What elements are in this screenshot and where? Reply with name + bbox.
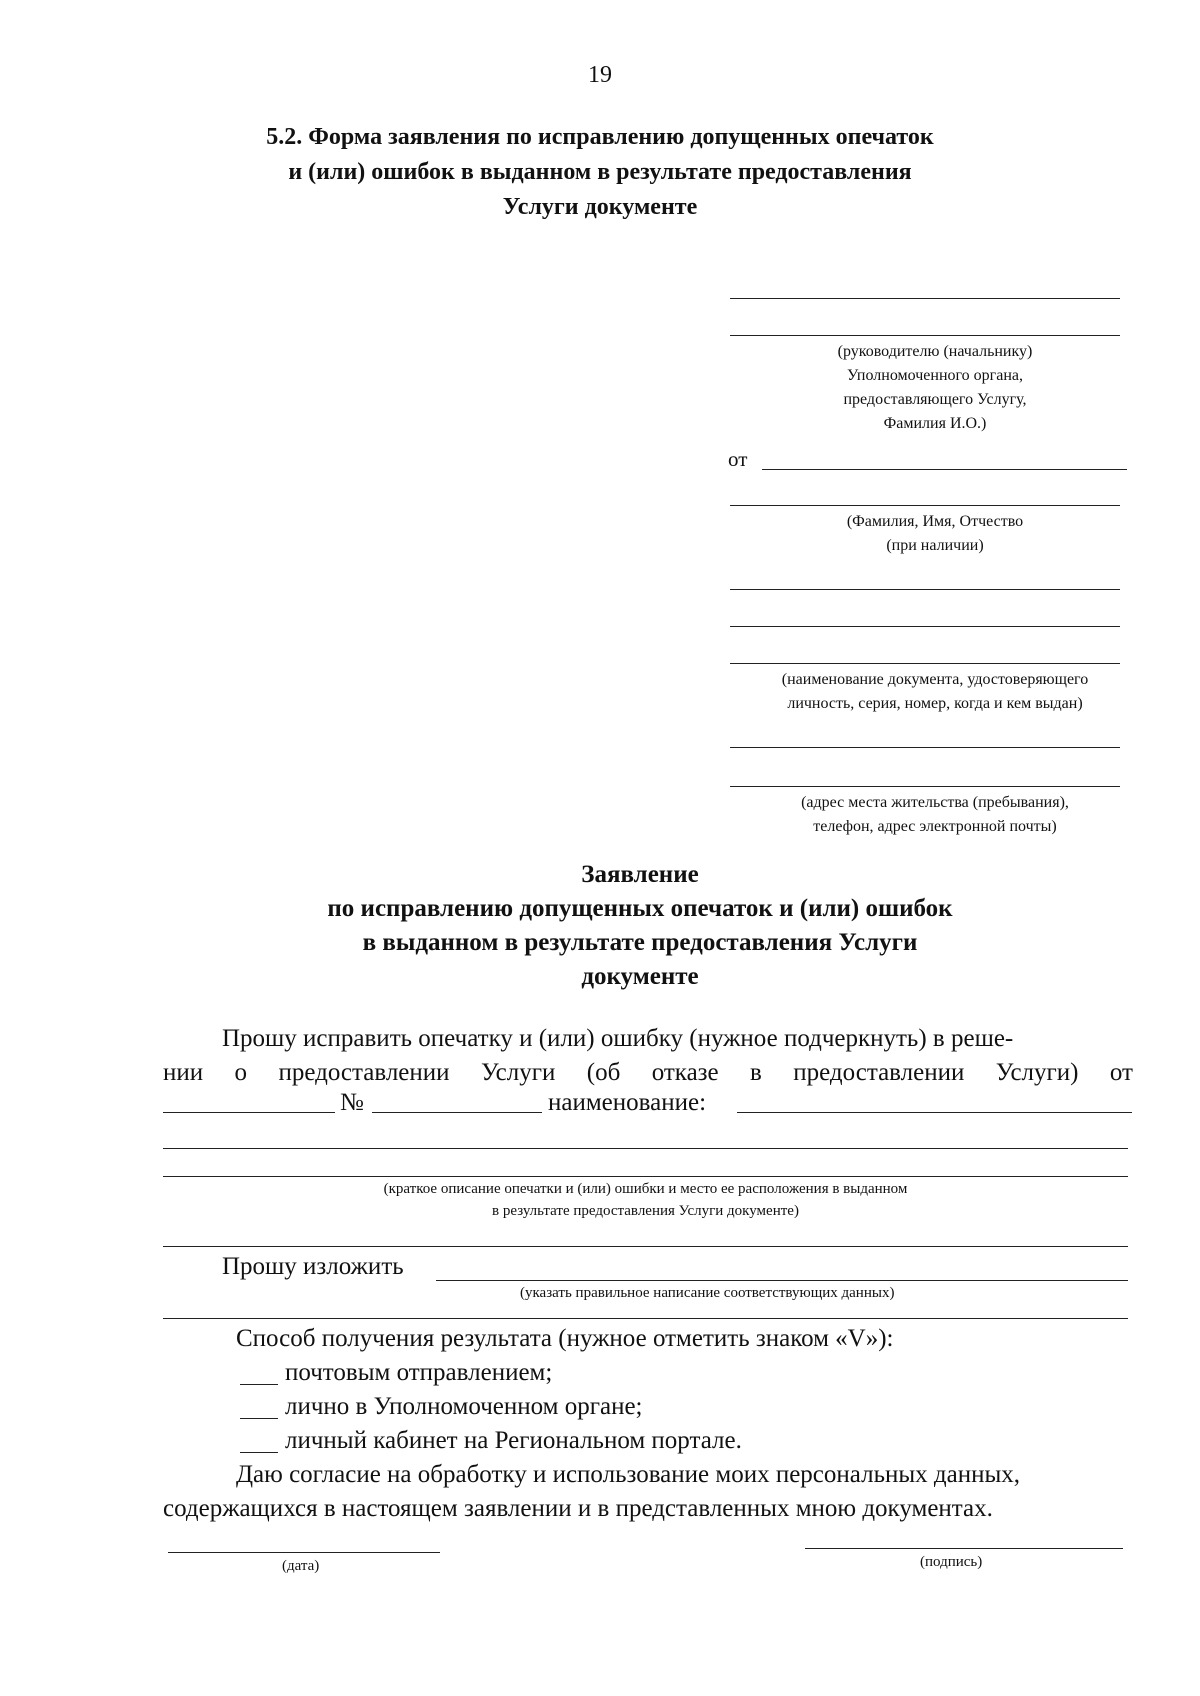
request-line-1: Прошу исправить опечатку и (или) ошибку (нужное подчеркнуть) в реше-	[222, 1025, 1014, 1052]
form-heading-line-1: 5.2. Форма заявления по исправлению допущенных опечаток	[266, 124, 934, 150]
from-field-line-2[interactable]	[730, 505, 1120, 506]
form-heading-line-2: и (или) ошибок в выданном в результате предоставления	[288, 159, 912, 185]
delivery-portal-checkbox[interactable]	[240, 1452, 278, 1453]
delivery-intro: Способ получения результата (нужное отметить знаком «V»):	[236, 1325, 894, 1352]
error-description-line-2[interactable]	[163, 1176, 1128, 1177]
document-name-field[interactable]	[737, 1112, 1132, 1113]
address-caption	[740, 791, 1130, 839]
identity-doc-caption-line-1: (наименование документа, удостоверяющего	[781, 671, 1089, 688]
statement-title-line-2: по исправлению допущенных опечаток и (или) ошибок	[327, 895, 953, 922]
error-description-line-1[interactable]	[163, 1148, 1128, 1149]
address-caption-line-1: (адрес места жительства (пребывания),	[801, 794, 1069, 811]
date-caption: (дата)	[282, 1558, 320, 1574]
delivery-in-person-checkbox[interactable]	[240, 1418, 278, 1419]
statement-title	[150, 858, 1130, 994]
error-description-caption-line-2: в результате предоставления Услуги документе)	[492, 1203, 799, 1219]
identity-doc-field-line-3[interactable]	[730, 663, 1120, 664]
consent-line-2: содержащихся в настоящем заявлении и в представленных мною документах.	[163, 1495, 993, 1522]
address-field-line-1[interactable]	[730, 747, 1120, 748]
error-description-caption-line-1: (краткое описание опечатки и (или) ошибки и место ее расположения в выданном	[383, 1181, 908, 1197]
correction-field[interactable]	[436, 1280, 1128, 1281]
addressee-caption-line-3: предоставляющего Услугу,	[843, 391, 1027, 408]
address-caption-line-2: телефон, адрес электронной почты)	[813, 818, 1057, 835]
from-field-line[interactable]	[762, 469, 1127, 470]
addressee-caption-line-4: Фамилия И.О.)	[883, 415, 987, 432]
from-label: от	[728, 447, 748, 471]
decision-number-field[interactable]	[372, 1112, 542, 1113]
correction-label: Прошу изложить	[222, 1253, 404, 1280]
delivery-option-portal: личный кабинет на Региональном портале.	[285, 1427, 742, 1454]
delivery-option-in-person: лично в Уполномоченном органе;	[285, 1393, 643, 1420]
addressee-caption-line-1: (руководителю (начальнику)	[837, 343, 1033, 360]
error-description-line-3[interactable]	[163, 1246, 1128, 1247]
applicant-name-caption-line-1: (Фамилия, Имя, Отчество	[846, 513, 1024, 530]
form-heading-line-3: Услуги документе	[502, 194, 698, 220]
correction-caption: (указать правильное написание соответствующих данных)	[520, 1285, 895, 1301]
addressee-field-line-2[interactable]	[730, 335, 1120, 336]
identity-doc-field-line-2[interactable]	[730, 626, 1120, 627]
statement-title-line-4: документе	[581, 963, 699, 990]
delivery-option-mail: почтовым отправлением;	[285, 1359, 553, 1386]
addressee-field-line-1[interactable]	[730, 298, 1120, 299]
page-number: 19	[588, 62, 612, 88]
identity-doc-field-line-1[interactable]	[730, 589, 1120, 590]
error-description-caption	[163, 1178, 1128, 1222]
identity-doc-caption-line-2: личность, серия, номер, когда и кем выдан)	[787, 695, 1083, 712]
statement-title-line-3: в выданном в результате предоставления Услуги	[362, 929, 918, 956]
addressee-caption-line-2: Уполномоченного органа,	[847, 367, 1023, 384]
delivery-mail-checkbox[interactable]	[240, 1384, 278, 1385]
signature-caption: (подпись)	[920, 1554, 983, 1570]
decision-date-field[interactable]	[163, 1112, 335, 1113]
applicant-name-caption-line-2: (при наличии)	[886, 537, 984, 554]
document-name-label: наименование:	[548, 1089, 707, 1116]
statement-title-line-1: Заявление	[581, 861, 699, 888]
consent-line-1: Даю согласие на обработку и использование моих персональных данных,	[236, 1461, 1021, 1488]
number-sign: №	[340, 1089, 364, 1116]
correction-field-line-2[interactable]	[163, 1318, 1128, 1319]
addressee-caption	[740, 340, 1130, 436]
applicant-name-caption	[740, 510, 1130, 558]
form-heading	[150, 120, 1050, 225]
address-field-line-2[interactable]	[730, 786, 1120, 787]
request-line-2: нии о предоставлении Услуги (об отказе в предоставлении Услуги) от	[163, 1059, 1133, 1086]
identity-doc-caption	[735, 668, 1135, 716]
date-field[interactable]	[168, 1552, 440, 1553]
signature-field[interactable]	[805, 1548, 1123, 1549]
